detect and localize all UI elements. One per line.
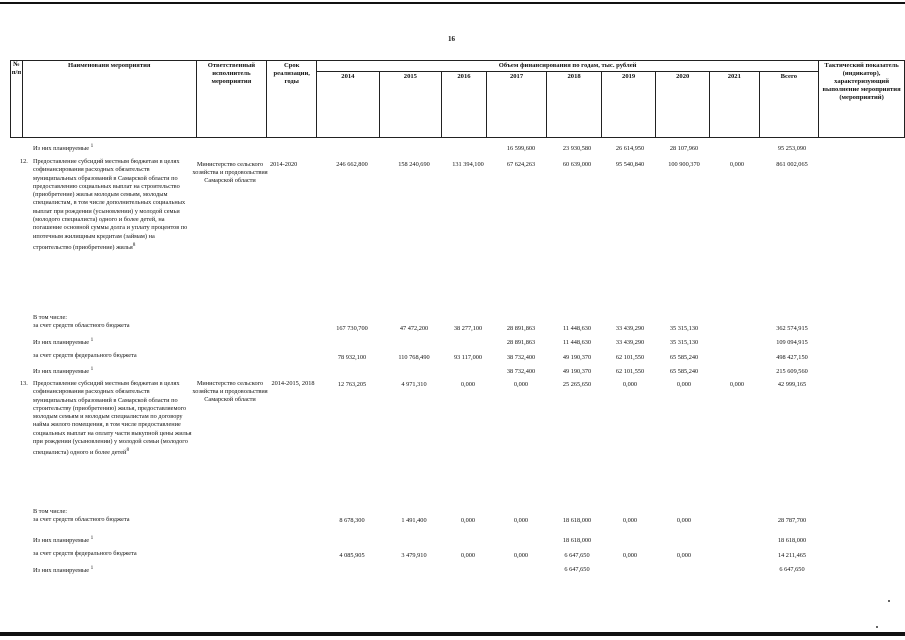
total-value: 42 999,165 bbox=[777, 381, 807, 388]
year-value: 23 930,580 bbox=[562, 145, 592, 152]
total-value: 28 787,700 bbox=[777, 517, 807, 524]
responsible-executor: Министерство сельского хозяйства и продовольствия Самарской области bbox=[192, 380, 268, 403]
total-value: 362 574,915 bbox=[776, 325, 808, 332]
year-value: 11 448,630 bbox=[562, 339, 592, 346]
header-year: 2016 bbox=[442, 72, 487, 138]
year-value: 35 315,130 bbox=[669, 339, 699, 346]
header-year: 2017 bbox=[486, 72, 547, 138]
total-value: 95 253,090 bbox=[777, 145, 807, 152]
responsible-executor: Министерство сельского хозяйства и продовольствия Самарской области bbox=[192, 161, 268, 184]
year-value: 33 439,290 bbox=[615, 339, 645, 346]
total-value: 109 094,915 bbox=[776, 339, 808, 346]
year-value: 0,000 bbox=[513, 381, 529, 388]
row-label: Из них планируемые $^1$ bbox=[33, 143, 94, 153]
year-value: 38 732,400 bbox=[506, 368, 536, 375]
row-label: за счет средств федерального бюджета bbox=[33, 550, 137, 557]
header-year: 2015 bbox=[379, 72, 441, 138]
year-value: 78 932,100 bbox=[337, 354, 367, 361]
year-value: 65 585,240 bbox=[669, 354, 699, 361]
header-name: Наименовани мероприятия bbox=[22, 61, 196, 138]
scan-speck bbox=[888, 600, 890, 602]
year-value: 67 624,263 bbox=[506, 161, 536, 168]
year-value: 0,000 bbox=[460, 381, 476, 388]
implementation-term: 2014-2020 bbox=[270, 161, 298, 168]
year-value: 100 900,370 bbox=[668, 161, 700, 168]
year-value: 28 107,960 bbox=[669, 145, 699, 152]
year-value: 3 479,910 bbox=[401, 552, 427, 559]
year-value: 0,000 bbox=[460, 517, 476, 524]
scan-speck bbox=[876, 626, 878, 628]
item-number: 13. bbox=[20, 380, 28, 387]
total-value: 215 609,560 bbox=[776, 368, 808, 375]
year-value: 62 101,550 bbox=[615, 368, 645, 375]
row-label: Из них планируемые $^1$ bbox=[33, 565, 94, 575]
year-value: 110 768,490 bbox=[398, 354, 430, 361]
year-value: 0,000 bbox=[676, 381, 692, 388]
year-value: 16 599,600 bbox=[506, 145, 536, 152]
year-value: 0,000 bbox=[729, 381, 745, 388]
year-value: 11 448,630 bbox=[562, 325, 592, 332]
year-value: 0,000 bbox=[460, 552, 476, 559]
year-value: 95 540,840 bbox=[615, 161, 645, 168]
year-value: 28 891,863 bbox=[506, 325, 536, 332]
row-label: за счет средств областного бюджета bbox=[33, 516, 130, 523]
year-value: 65 585,240 bbox=[669, 368, 699, 375]
year-value: 62 101,550 bbox=[615, 354, 645, 361]
year-value: 6 647,650 bbox=[564, 566, 590, 573]
year-value: 4 971,310 bbox=[401, 381, 427, 388]
including-label: В том числе: bbox=[33, 508, 68, 515]
header-year: 2019 bbox=[601, 72, 656, 138]
total-value: 18 618,000 bbox=[777, 537, 807, 544]
year-value: 25 265,650 bbox=[562, 381, 592, 388]
row-label: Из них планируемые $^1$ bbox=[33, 337, 94, 347]
year-value: 0,000 bbox=[622, 381, 638, 388]
header-year: 2018 bbox=[547, 72, 602, 138]
year-value: 1 491,400 bbox=[401, 517, 427, 524]
year-value: 131 394,100 bbox=[452, 161, 484, 168]
year-value: 28 891,863 bbox=[506, 339, 536, 346]
item-description: Предоставление субсидий местным бюджетам в целях софинансирования расходных обязательств муниципальных образований в Самарской области по предоставлению социальных выплат на строительство (приобретение) жилья молодым семьям, молодым специалистам, в том числе дополнительных социальных выплат при рождении (усыновлении) у молодой семьи (молодого специалиста) одного и более детей, на погашение основной суммы долга и уплату процентов по ипотечным жилищным кредитам (займам) на строительство (приобретение) жилья$^8$ bbox=[33, 158, 188, 252]
year-value: 18 618,000 bbox=[562, 537, 592, 544]
page-number: 16 bbox=[448, 35, 455, 43]
year-value: 18 618,000 bbox=[562, 517, 592, 524]
year-value: 6 647,650 bbox=[564, 552, 590, 559]
row-label: Из них планируемые $^1$ bbox=[33, 535, 94, 545]
year-value: 0,000 bbox=[622, 552, 638, 559]
header-indicator: Тактический показатель (индикатор), характеризующий выполнение мероприятия (мероприятий) bbox=[819, 61, 905, 138]
year-value: 93 117,000 bbox=[453, 354, 483, 361]
header-number: № п/п bbox=[11, 61, 23, 138]
year-value: 167 730,700 bbox=[336, 325, 368, 332]
bottom-border-line bbox=[0, 632, 905, 636]
year-value: 246 662,800 bbox=[336, 161, 368, 168]
implementation-term: 2014-2015, 2018 bbox=[271, 380, 315, 387]
year-value: 38 732,400 bbox=[506, 354, 536, 361]
header-total: Всего bbox=[759, 72, 819, 138]
year-value: 26 614,950 bbox=[615, 145, 645, 152]
year-value: 0,000 bbox=[676, 552, 692, 559]
row-label: за счет средств федерального бюджета bbox=[33, 352, 137, 359]
year-value: 0,000 bbox=[513, 517, 529, 524]
item-description: Предоставление субсидий местным бюджетам в целях софинансирования расходных обязательств муниципальных образований в Самарской области по строительству (приобретению) жилья, предоставляемого молодым семьям и молодым специалистам по договору найма жилого помещения, в том числе предоставление социальных выплат на оплату части выкупной цены жилья при рождении (усыновлении) у молодой семьи (молодого специалиста) одного и более детей$^8$ bbox=[33, 380, 192, 457]
row-label: за счет средств областного бюджета bbox=[33, 322, 130, 329]
year-value: 35 315,130 bbox=[669, 325, 699, 332]
header-year: 2021 bbox=[709, 72, 759, 138]
year-value: 0,000 bbox=[729, 161, 745, 168]
year-value: 158 240,690 bbox=[398, 161, 430, 168]
year-value: 38 277,100 bbox=[453, 325, 483, 332]
header-term: Срок реализации, годы bbox=[267, 61, 317, 138]
year-value: 49 190,370 bbox=[562, 368, 592, 375]
year-value: 4 085,905 bbox=[339, 552, 365, 559]
year-value: 47 472,200 bbox=[399, 325, 429, 332]
year-value: 0,000 bbox=[513, 552, 529, 559]
year-value: 0,000 bbox=[676, 517, 692, 524]
header-year: 2014 bbox=[317, 72, 379, 138]
total-value: 861 002,065 bbox=[776, 161, 808, 168]
header-responsible: Ответственный исполнитель мероприятия bbox=[196, 61, 267, 138]
header-financing: Объем финансирования по годам, тыс. рублей bbox=[317, 61, 819, 72]
year-value: 33 439,290 bbox=[615, 325, 645, 332]
year-value: 60 639,000 bbox=[562, 161, 592, 168]
year-value: 49 190,370 bbox=[562, 354, 592, 361]
total-value: 14 211,465 bbox=[777, 552, 807, 559]
year-value: 0,000 bbox=[622, 517, 638, 524]
item-number: 12. bbox=[20, 158, 28, 165]
including-label: В том числе: bbox=[33, 314, 68, 321]
total-value: 498 427,150 bbox=[776, 354, 808, 361]
row-label: Из них планируемые $^1$ bbox=[33, 366, 94, 376]
header-year: 2020 bbox=[656, 72, 710, 138]
year-value: 12 763,205 bbox=[337, 381, 367, 388]
year-value: 8 678,300 bbox=[339, 517, 365, 524]
total-value: 6 647,650 bbox=[779, 566, 805, 573]
